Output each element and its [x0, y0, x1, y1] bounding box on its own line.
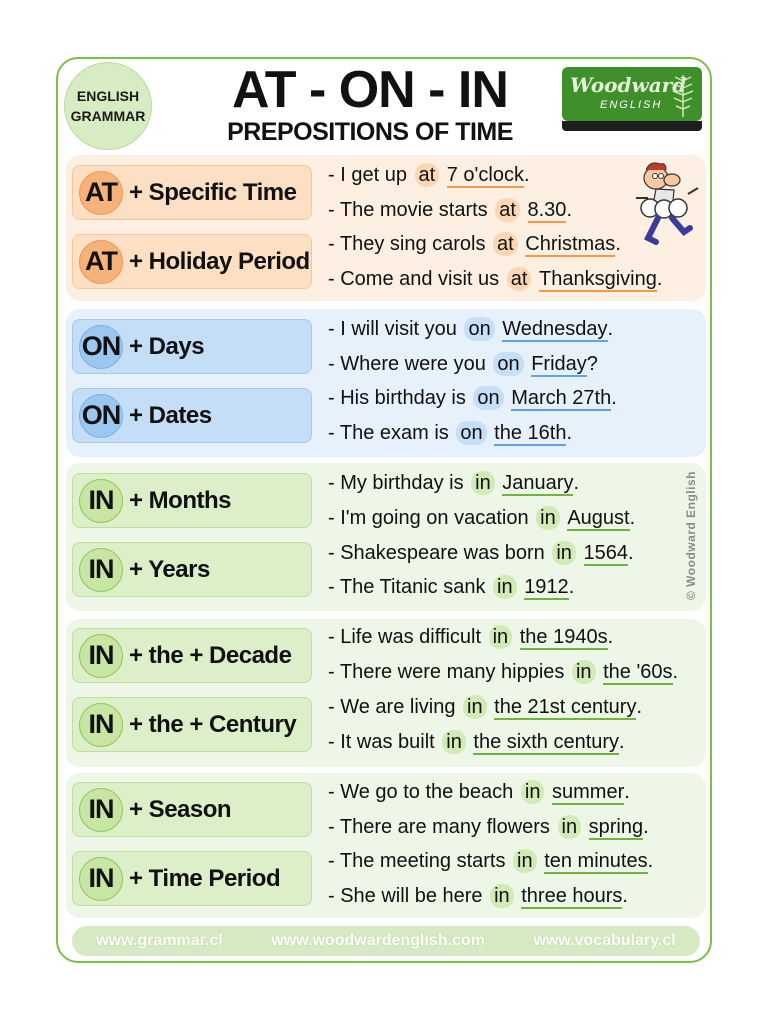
- sentence-start: - Come and visit us: [328, 268, 500, 290]
- example-sentence: [328, 727, 625, 757]
- preposition-highlight: in: [442, 730, 466, 754]
- preposition-highlight: in: [521, 780, 545, 804]
- sentence-end: .: [636, 696, 643, 718]
- example-sentence: [328, 538, 634, 568]
- sentence-end: ?: [586, 353, 598, 375]
- page-subtitle: PREPOSITIONS OF TIME: [227, 118, 513, 146]
- sentence-start: - We are living: [328, 696, 456, 718]
- time-expression: Christmas: [525, 233, 616, 255]
- footer-link-woodwardenglish[interactable]: www.woodwardenglish.com: [271, 932, 485, 949]
- badge-line2: GRAMMAR: [70, 108, 146, 124]
- rule-in-time-period: [72, 851, 312, 906]
- sentence-start: - They sing carols: [328, 233, 486, 255]
- example-sentence: [328, 468, 579, 498]
- time-expression: the 1940s: [519, 626, 608, 648]
- prep-circle: IN: [79, 703, 123, 747]
- sentence-start: - The meeting starts: [328, 850, 506, 872]
- sentence-start: - I get up: [328, 164, 407, 186]
- logo-subtext: ENGLISH: [600, 99, 663, 111]
- time-expression: August: [567, 507, 630, 529]
- example-sentence: [328, 349, 598, 379]
- sentence-start: - It was built: [328, 731, 435, 753]
- rule-text: + Dates: [129, 401, 212, 429]
- time-expression: the '60s: [603, 661, 673, 683]
- sentence-end: .: [607, 318, 614, 340]
- rule-text: + Specific Time: [129, 178, 297, 206]
- example-sentence: [328, 881, 628, 911]
- prep-circle: IN: [79, 479, 123, 523]
- rule-at-holiday-period: [72, 234, 312, 289]
- prep-circle: ON: [79, 325, 123, 369]
- sentence-start: - There were many hippies: [328, 661, 565, 683]
- footer-links: [72, 926, 700, 956]
- preposition-highlight: on: [473, 386, 503, 410]
- time-expression: ten minutes: [544, 850, 648, 872]
- sentence-start: - We go to the beach: [328, 781, 514, 803]
- time-expression: March 27th: [511, 387, 612, 409]
- preposition-highlight: on: [464, 317, 494, 341]
- page-title: AT - ON - IN: [232, 61, 508, 119]
- preposition-highlight: on: [456, 421, 486, 445]
- sentence-end: .: [622, 885, 628, 907]
- sentence-end: .: [568, 576, 575, 598]
- preposition-highlight: in: [536, 506, 560, 530]
- time-expression: Friday: [531, 353, 587, 375]
- time-expression: spring: [588, 816, 644, 838]
- time-expression: January: [502, 472, 574, 494]
- preposition-highlight: at: [495, 198, 520, 222]
- time-expression: the 21st century: [494, 696, 637, 718]
- sentence-start: - The Titanic sank: [328, 576, 486, 598]
- example-sentence: [328, 418, 572, 448]
- sentence-start: - My birthday is: [328, 472, 464, 494]
- sentence-end: .: [523, 164, 530, 186]
- preposition-highlight: in: [463, 695, 487, 719]
- preposition-highlight: in: [493, 575, 517, 599]
- prep-circle: IN: [79, 788, 123, 832]
- prep-circle: IN: [79, 857, 123, 901]
- example-sentence: [328, 314, 613, 344]
- preposition-highlight: in: [471, 471, 495, 495]
- example-sentence: [328, 622, 613, 652]
- example-sentence: [328, 503, 635, 533]
- prep-circle: AT: [79, 240, 123, 284]
- sentence-start: - I will visit you: [328, 318, 457, 340]
- preposition-highlight: on: [493, 352, 523, 376]
- rule-in-years: [72, 542, 312, 597]
- copyright-notice: © Woodward English: [684, 471, 698, 600]
- example-sentence: [328, 264, 662, 294]
- preposition-highlight: in: [572, 660, 596, 684]
- sentence-end: .: [566, 199, 572, 221]
- rule-text: + Days: [129, 332, 205, 360]
- time-expression: 8.30: [527, 199, 567, 221]
- rule-in-season: [72, 782, 312, 837]
- time-expression: three hours: [521, 885, 623, 907]
- rule-in-the-century: [72, 697, 312, 752]
- sentence-start: - Life was difficult: [328, 626, 482, 648]
- preposition-highlight: at: [507, 267, 532, 291]
- example-sentence: [328, 812, 649, 842]
- sentence-start: - There are many flowers: [328, 816, 550, 838]
- sentence-start: - I'm going on vacation: [328, 507, 529, 529]
- sentence-end: .: [607, 626, 614, 648]
- rule-on-days: [72, 319, 312, 374]
- fern-icon: [670, 71, 696, 117]
- rule-text: + Time Period: [129, 864, 281, 892]
- sentence-end: .: [629, 507, 636, 529]
- prep-circle: ON: [79, 394, 123, 438]
- rule-text: + Season: [129, 795, 232, 823]
- rule-text: + the + Century: [129, 710, 297, 738]
- prep-circle: AT: [79, 171, 123, 215]
- sentence-start: - The movie starts: [328, 199, 488, 221]
- rule-text: + Months: [129, 486, 231, 514]
- time-expression: summer: [552, 781, 625, 803]
- sentence-end: .: [611, 387, 617, 409]
- runner-cartoon-icon: [628, 158, 702, 250]
- time-expression: the 16th: [494, 422, 567, 444]
- rule-on-dates: [72, 388, 312, 443]
- preposition-highlight: in: [490, 884, 514, 908]
- rule-in-months: [72, 473, 312, 528]
- rule-text: + Years: [129, 555, 210, 583]
- footer-link-vocabulary[interactable]: www.vocabulary.cl: [533, 932, 676, 949]
- sentence-end: .: [624, 781, 630, 803]
- preposition-highlight: in: [558, 815, 582, 839]
- sentence-start: - His birthday is: [328, 387, 466, 409]
- example-sentence: [328, 572, 574, 602]
- time-expression: 1912: [524, 576, 569, 598]
- example-sentence: [328, 383, 617, 413]
- example-sentence: [328, 846, 653, 876]
- preposition-highlight: at: [415, 163, 440, 187]
- time-expression: the sixth century: [473, 731, 620, 753]
- sentence-end: .: [656, 268, 663, 290]
- time-expression: 1564: [583, 542, 628, 564]
- logo-shadow: [562, 121, 702, 131]
- preposition-highlight: in: [489, 625, 513, 649]
- preposition-highlight: at: [493, 232, 518, 256]
- sentence-start: - She will be here: [328, 885, 483, 907]
- sentence-start: - The exam is: [328, 422, 449, 444]
- prep-circle: IN: [79, 634, 123, 678]
- rule-at-specific-time: [72, 165, 312, 220]
- preposition-highlight: in: [552, 541, 576, 565]
- example-sentence: [328, 692, 642, 722]
- badge-line1: ENGLISH: [76, 88, 140, 104]
- sentence-end: .: [647, 850, 654, 872]
- rule-text: + Holiday Period: [129, 247, 310, 275]
- sentence-end: .: [573, 472, 580, 494]
- example-sentence: [328, 160, 530, 190]
- time-expression: Wednesday: [502, 318, 608, 340]
- example-sentence: [328, 195, 572, 225]
- woodward-logo[interactable]: [562, 67, 702, 121]
- english-grammar-badge: [64, 62, 152, 150]
- logo-text: Woodward: [570, 73, 687, 97]
- sentence-end: .: [672, 661, 679, 683]
- preposition-highlight: in: [513, 849, 537, 873]
- example-sentence: [328, 657, 678, 687]
- sentence-end: .: [615, 233, 621, 255]
- rule-in-the-decade: [72, 628, 312, 683]
- footer-link-grammar[interactable]: www.grammar.cl: [96, 932, 223, 949]
- sentence-end: .: [643, 816, 649, 838]
- prep-circle: IN: [79, 548, 123, 592]
- example-sentence: [328, 777, 630, 807]
- sentence-end: .: [566, 422, 573, 444]
- rule-text: + the + Decade: [129, 641, 292, 669]
- sentence-end: .: [628, 542, 634, 564]
- sentence-end: .: [619, 731, 625, 753]
- sentence-start: - Shakespeare was born: [328, 542, 545, 564]
- example-sentence: [328, 229, 621, 259]
- time-expression: Thanksgiving: [538, 268, 657, 290]
- sentence-start: - Where were you: [328, 353, 486, 375]
- time-expression: 7 o'clock: [446, 164, 524, 186]
